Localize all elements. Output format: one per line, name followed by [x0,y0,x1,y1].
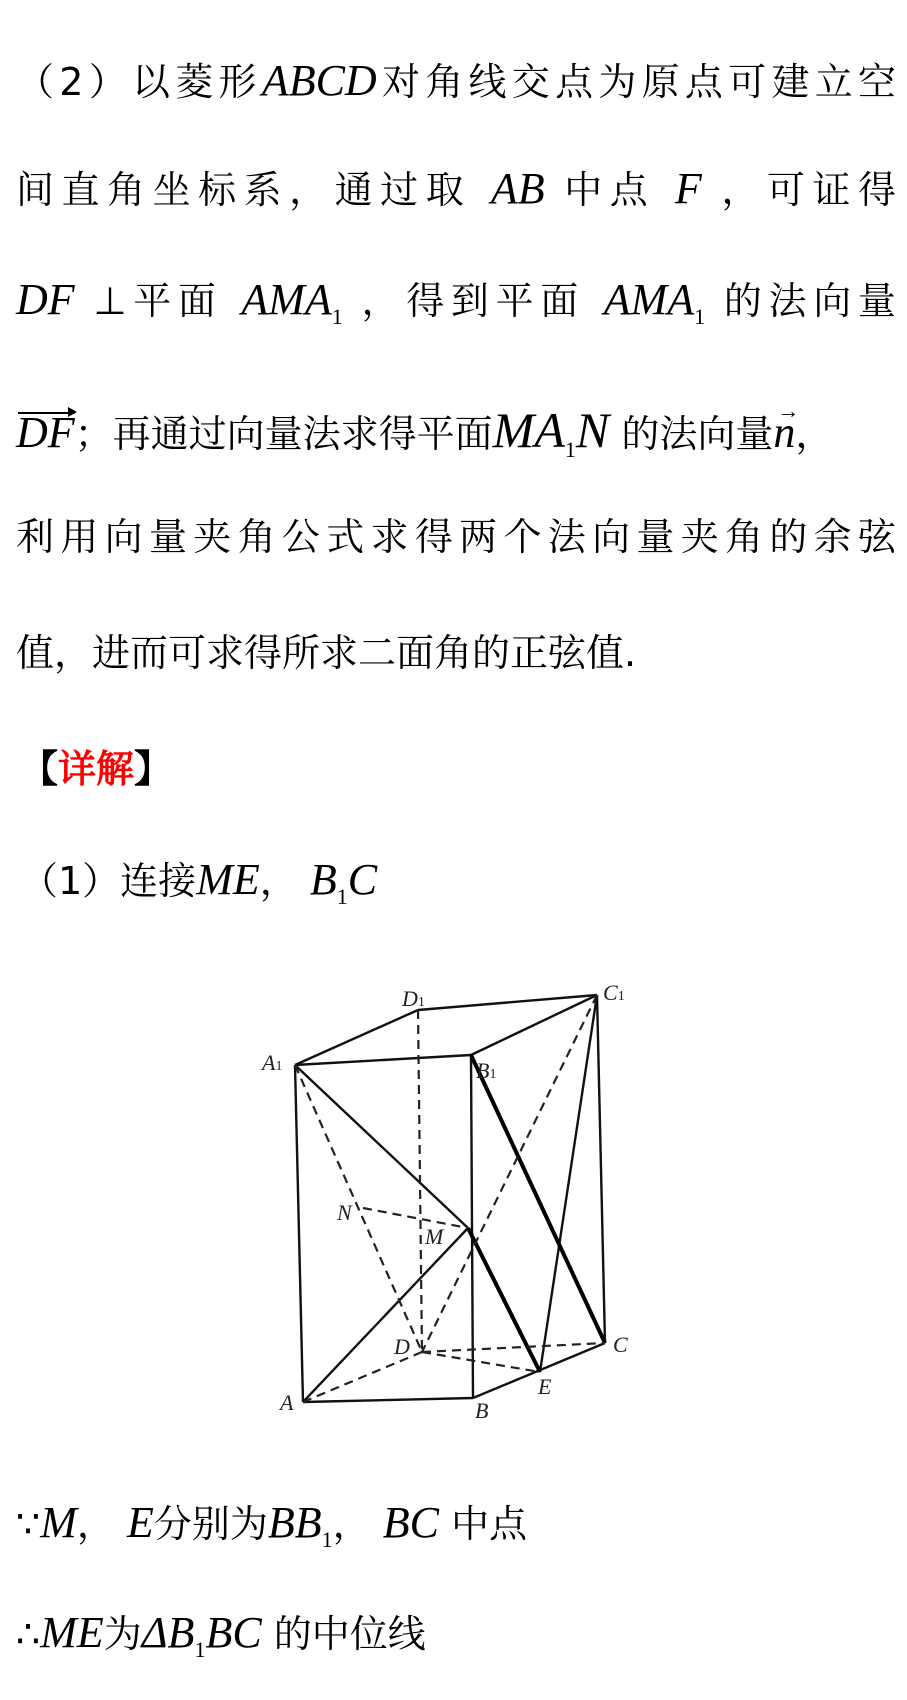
text: ， [795,412,834,456]
text: 间直角坐标系，通过取 [16,168,472,212]
text: ， [259,859,298,903]
because-symbol: ∵ [16,1502,41,1546]
text: 的中位线 [273,1612,426,1656]
math-main: BC [205,1608,262,1657]
math: BC [382,1498,439,1547]
math: ME [196,855,260,904]
math: AB [490,164,545,213]
vector-n: → n [773,408,795,458]
math-main: AMA [603,275,695,324]
label-b: B [475,1398,489,1423]
subscript: 1 [564,437,576,462]
math [267,1498,333,1552]
text: 对角线交点为原点可建立空 [376,60,896,104]
math-main: MA [492,402,565,458]
therefore-symbol: ∴ [16,1612,41,1656]
text: 利用向量夹角公式求得两个法向量夹角的余弦 [16,515,896,559]
label-n: N [337,1200,352,1225]
subscript: 1 [331,304,343,329]
edge-b1-c [471,1055,605,1343]
edge-m-e [468,1228,540,1372]
edge-a1-b1 [295,1055,471,1065]
math: ME [40,1608,104,1657]
text: ， [332,1502,371,1546]
vector-df: DF [16,408,75,457]
label-d1: D1 [402,986,425,1011]
text-line-10 [16,1608,426,1675]
text: （1）连接 [20,859,197,903]
edge-d-c [422,1343,605,1352]
text: 的法向量 [621,412,774,456]
heading-title: 详解 [58,747,135,791]
edge-b1-b [471,1055,473,1398]
text: （2）以菱形 [16,60,262,104]
math-main: C [347,855,378,904]
label-b1: B1 [476,1058,497,1083]
math: M [40,1498,77,1547]
label-c1: C1 [603,980,625,1005]
solid-edges [295,995,605,1402]
label-e: E [538,1374,552,1399]
math: ABCD [261,56,377,105]
text: ，可证得 [721,168,896,212]
subscript: 1 [194,1637,206,1662]
text: 的法向量 [723,279,896,323]
math: DF [16,275,75,324]
text: ；再通过向量法求得平面 [74,412,493,456]
text: ， [76,1502,115,1546]
label-a: A [280,1390,294,1415]
math-main: ΔB [141,1608,195,1657]
subscript: 1 [336,884,348,909]
edge-a-b [303,1398,473,1402]
text: ，得到平面 [361,279,585,323]
text-line-9 [16,1498,527,1565]
math-main: AMA [241,275,332,324]
text: 值，进而可求得所求二面角的正弦值. [16,631,637,675]
edge-n-m [363,1208,468,1228]
edge-c1-c [597,995,605,1343]
text: 分别为 [153,1502,268,1546]
bracket-close: 】 [134,747,173,791]
edge-d-e [422,1352,540,1372]
edge-a-m [303,1228,468,1402]
label-c: C [613,1332,628,1357]
label-d: D [394,1334,410,1359]
text: 为 [103,1612,142,1656]
edge-a1-d1 [295,1010,418,1065]
text: 中点 [451,1502,528,1546]
edge-a1-a [295,1065,303,1402]
edge-a-d [303,1352,422,1402]
thick-edges [468,1055,605,1372]
text: 中点 [564,168,656,212]
edge-a1-m [295,1065,468,1228]
math-main: BB [267,1498,322,1547]
math: F [674,164,702,213]
subscript: 1 [321,1527,333,1552]
edge-a1-d [295,1065,422,1352]
label-m: M [425,1224,444,1249]
math [141,1608,262,1662]
bracket-open: 【 [20,747,59,791]
subscript: 1 [694,304,706,329]
math: E [126,1498,154,1547]
math-main: B [309,855,337,904]
label-a1: A1 [262,1050,283,1075]
text: ⊥平面 [93,279,223,323]
math-main: N [575,402,610,458]
